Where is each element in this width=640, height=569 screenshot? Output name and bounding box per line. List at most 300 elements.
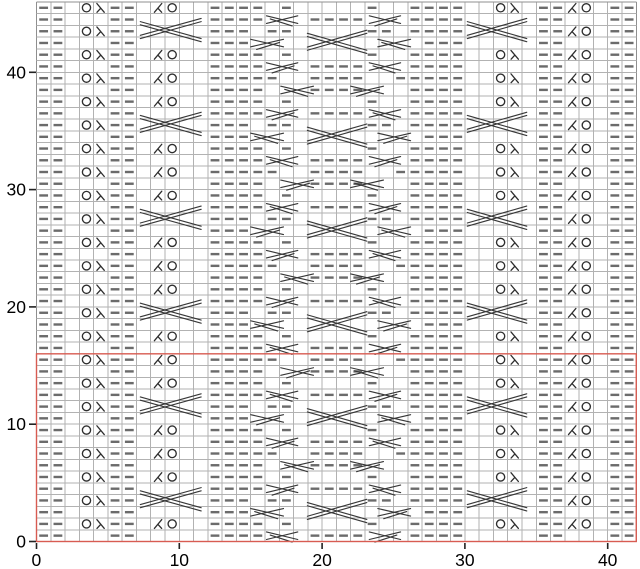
- purl-dash-icon: [211, 312, 220, 314]
- wide-cable-cross-left-icon: [307, 499, 366, 522]
- yarnover-icon: [82, 191, 90, 199]
- ssk-decrease-icon: [97, 3, 104, 12]
- purl-dash-icon: [111, 30, 120, 32]
- purl-dash-icon: [625, 265, 634, 267]
- purl-dash-icon: [439, 265, 448, 267]
- yarnover-icon: [168, 4, 176, 12]
- k2tog-decrease-icon: [569, 50, 576, 59]
- purl-dash-icon: [253, 65, 262, 67]
- side-cable-cross-left-icon: [467, 18, 526, 41]
- right-twist-cross-icon: [281, 180, 314, 190]
- purl-dash-icon: [368, 476, 377, 478]
- purl-dash-icon: [211, 7, 220, 9]
- purl-dash-icon: [225, 488, 234, 490]
- purl-dash-icon: [239, 136, 248, 138]
- purl-dash-icon: [425, 300, 434, 302]
- yarnover-icon: [497, 473, 505, 481]
- purl-dash-icon: [411, 288, 420, 290]
- purl-dash-icon: [539, 499, 548, 501]
- purl-dash-icon: [39, 77, 48, 79]
- purl-dash-icon: [610, 241, 619, 243]
- purl-dash-icon: [353, 253, 362, 255]
- purl-dash-icon: [125, 229, 134, 231]
- purl-dash-icon: [311, 159, 320, 161]
- purl-dash-icon: [268, 312, 277, 314]
- purl-dash-icon: [339, 370, 348, 372]
- purl-dash-icon: [339, 253, 348, 255]
- purl-dash-icon: [453, 370, 462, 372]
- right-twist-cross-icon: [351, 462, 384, 472]
- purl-dash-icon: [239, 253, 248, 255]
- purl-dash-icon: [39, 358, 48, 360]
- purl-dash-icon: [239, 30, 248, 32]
- purl-dash-icon: [111, 523, 120, 525]
- purl-dash-icon: [125, 159, 134, 161]
- purl-dash-icon: [211, 218, 220, 220]
- purl-dash-icon: [553, 347, 562, 349]
- purl-dash-icon: [253, 429, 262, 431]
- wide-cable-cross-right-icon: [307, 218, 366, 241]
- purl-dash-icon: [268, 218, 277, 220]
- purl-dash-icon: [539, 288, 548, 290]
- purl-dash-icon: [539, 136, 548, 138]
- purl-dash-icon: [111, 147, 120, 149]
- purl-dash-icon: [453, 77, 462, 79]
- purl-dash-icon: [553, 358, 562, 360]
- purl-dash-icon: [368, 382, 377, 384]
- purl-dash-icon: [539, 194, 548, 196]
- purl-dash-icon: [411, 358, 420, 360]
- purl-dash-icon: [54, 288, 63, 290]
- purl-dash-icon: [453, 194, 462, 196]
- purl-dash-icon: [253, 265, 262, 267]
- purl-dash-icon: [54, 417, 63, 419]
- purl-dash-icon: [411, 347, 420, 349]
- purl-dash-icon: [453, 65, 462, 67]
- purl-dash-icon: [453, 159, 462, 161]
- purl-dash-icon: [211, 488, 220, 490]
- purl-dash-icon: [411, 218, 420, 220]
- k2tog-decrease-icon: [569, 402, 576, 411]
- purl-dash-icon: [411, 65, 420, 67]
- yarnover-icon: [582, 215, 590, 223]
- purl-dash-icon: [111, 276, 120, 278]
- purl-dash-icon: [125, 18, 134, 20]
- purl-dash-icon: [439, 194, 448, 196]
- purl-dash-icon: [225, 7, 234, 9]
- purl-dash-icon: [125, 30, 134, 32]
- purl-dash-icon: [111, 206, 120, 208]
- purl-dash-icon: [253, 335, 262, 337]
- purl-dash-icon: [268, 124, 277, 126]
- purl-dash-icon: [125, 394, 134, 396]
- left-twist-cross-icon: [251, 321, 284, 331]
- purl-dash-icon: [311, 394, 320, 396]
- purl-dash-icon: [439, 476, 448, 478]
- yarnover-icon: [497, 520, 505, 528]
- right-twist-cross-icon: [378, 321, 411, 331]
- purl-dash-icon: [553, 124, 562, 126]
- purl-dash-icon: [353, 394, 362, 396]
- purl-dash-icon: [610, 171, 619, 173]
- wide-cable-cross-left-icon: [307, 124, 366, 147]
- purl-dash-icon: [553, 54, 562, 56]
- purl-dash-icon: [553, 159, 562, 161]
- purl-dash-icon: [411, 312, 420, 314]
- purl-dash-icon: [553, 30, 562, 32]
- yarnover-icon: [582, 74, 590, 82]
- yarnover-icon: [582, 285, 590, 293]
- purl-dash-icon: [625, 7, 634, 9]
- purl-dash-icon: [125, 54, 134, 56]
- purl-dash-icon: [239, 218, 248, 220]
- purl-dash-icon: [353, 206, 362, 208]
- purl-dash-icon: [453, 171, 462, 173]
- purl-dash-icon: [425, 100, 434, 102]
- purl-dash-icon: [239, 7, 248, 9]
- purl-dash-icon: [325, 183, 334, 185]
- purl-dash-icon: [539, 206, 548, 208]
- left-twist-cross-icon: [369, 110, 400, 120]
- purl-dash-icon: [225, 241, 234, 243]
- purl-dash-icon: [425, 394, 434, 396]
- purl-dash-icon: [425, 124, 434, 126]
- purl-dash-icon: [339, 183, 348, 185]
- side-cable-cross-right-icon: [140, 394, 201, 417]
- purl-dash-icon: [211, 241, 220, 243]
- purl-dash-icon: [353, 171, 362, 173]
- k2tog-decrease-icon: [569, 379, 576, 388]
- purl-dash-icon: [339, 358, 348, 360]
- purl-dash-icon: [610, 183, 619, 185]
- purl-dash-icon: [425, 18, 434, 20]
- k2tog-decrease-icon: [154, 379, 161, 388]
- purl-dash-icon: [625, 382, 634, 384]
- purl-dash-icon: [553, 534, 562, 536]
- purl-dash-icon: [539, 54, 548, 56]
- purl-dash-icon: [225, 65, 234, 67]
- yarnover-icon: [82, 98, 90, 106]
- purl-dash-icon: [111, 124, 120, 126]
- purl-dash-icon: [125, 100, 134, 102]
- k2tog-decrease-icon: [154, 144, 161, 153]
- purl-dash-icon: [610, 382, 619, 384]
- ssk-decrease-icon: [511, 449, 518, 458]
- purl-dash-icon: [282, 312, 291, 314]
- purl-dash-icon: [539, 7, 548, 9]
- purl-dash-icon: [253, 288, 262, 290]
- purl-dash-icon: [125, 476, 134, 478]
- purl-dash-icon: [239, 523, 248, 525]
- purl-dash-icon: [211, 464, 220, 466]
- purl-dash-icon: [625, 370, 634, 372]
- purl-dash-icon: [39, 347, 48, 349]
- purl-dash-icon: [610, 7, 619, 9]
- purl-dash-icon: [625, 159, 634, 161]
- yarnover-icon: [582, 191, 590, 199]
- purl-dash-icon: [239, 464, 248, 466]
- yarnover-icon: [582, 473, 590, 481]
- k2tog-decrease-icon: [569, 496, 576, 505]
- purl-dash-icon: [610, 394, 619, 396]
- purl-dash-icon: [225, 265, 234, 267]
- ssk-decrease-icon: [97, 426, 104, 435]
- purl-dash-icon: [539, 488, 548, 490]
- k2tog-decrease-icon: [154, 332, 161, 341]
- purl-dash-icon: [125, 417, 134, 419]
- purl-dash-icon: [239, 488, 248, 490]
- purl-dash-icon: [111, 358, 120, 360]
- purl-dash-icon: [439, 42, 448, 44]
- purl-dash-icon: [610, 218, 619, 220]
- purl-dash-icon: [411, 54, 420, 56]
- purl-dash-icon: [625, 300, 634, 302]
- yarnover-icon: [82, 426, 90, 434]
- purl-dash-icon: [539, 511, 548, 513]
- purl-dash-icon: [453, 54, 462, 56]
- purl-dash-icon: [125, 464, 134, 466]
- purl-dash-icon: [553, 417, 562, 419]
- purl-dash-icon: [453, 183, 462, 185]
- yarnover-icon: [582, 27, 590, 35]
- purl-dash-icon: [211, 206, 220, 208]
- purl-dash-icon: [439, 394, 448, 396]
- side-cable-cross-left-icon: [140, 488, 201, 511]
- purl-dash-icon: [39, 241, 48, 243]
- purl-dash-icon: [125, 405, 134, 407]
- yarnover-icon: [582, 238, 590, 246]
- purl-dash-icon: [411, 18, 420, 20]
- purl-dash-icon: [54, 229, 63, 231]
- purl-dash-icon: [225, 394, 234, 396]
- purl-dash-icon: [439, 171, 448, 173]
- purl-dash-icon: [539, 159, 548, 161]
- yarnover-icon: [497, 168, 505, 176]
- purl-dash-icon: [453, 206, 462, 208]
- purl-dash-icon: [39, 276, 48, 278]
- purl-dash-icon: [253, 253, 262, 255]
- purl-dash-icon: [54, 54, 63, 56]
- left-twist-cross-icon: [281, 86, 314, 96]
- purl-dash-icon: [425, 476, 434, 478]
- purl-dash-icon: [239, 265, 248, 267]
- purl-dash-icon: [282, 100, 291, 102]
- purl-dash-icon: [368, 288, 377, 290]
- purl-dash-icon: [425, 417, 434, 419]
- purl-dash-icon: [453, 405, 462, 407]
- purl-dash-icon: [282, 7, 291, 9]
- purl-dash-icon: [539, 147, 548, 149]
- purl-dash-icon: [625, 464, 634, 466]
- purl-dash-icon: [225, 288, 234, 290]
- purl-dash-icon: [553, 476, 562, 478]
- purl-dash-icon: [610, 147, 619, 149]
- purl-dash-icon: [610, 358, 619, 360]
- purl-dash-icon: [239, 323, 248, 325]
- purl-dash-icon: [211, 100, 220, 102]
- ssk-decrease-icon: [97, 308, 104, 317]
- purl-dash-icon: [325, 253, 334, 255]
- right-twist-cross-icon: [251, 227, 284, 237]
- purl-dash-icon: [539, 276, 548, 278]
- yarnover-icon: [168, 285, 176, 293]
- purl-dash-icon: [625, 488, 634, 490]
- purl-dash-icon: [453, 382, 462, 384]
- purl-dash-icon: [253, 300, 262, 302]
- purl-dash-icon: [211, 499, 220, 501]
- purl-dash-icon: [553, 65, 562, 67]
- purl-dash-icon: [425, 488, 434, 490]
- purl-dash-icon: [239, 241, 248, 243]
- purl-dash-icon: [325, 452, 334, 454]
- purl-dash-icon: [125, 218, 134, 220]
- purl-dash-icon: [125, 323, 134, 325]
- ssk-decrease-icon: [511, 473, 518, 482]
- purl-dash-icon: [211, 112, 220, 114]
- yarnover-icon: [168, 473, 176, 481]
- left-twist-cross-icon: [251, 133, 284, 143]
- purl-dash-icon: [211, 194, 220, 196]
- x-axis-label: 40: [597, 550, 618, 569]
- purl-dash-icon: [353, 452, 362, 454]
- purl-dash-icon: [425, 206, 434, 208]
- purl-dash-icon: [425, 347, 434, 349]
- purl-dash-icon: [625, 358, 634, 360]
- purl-dash-icon: [39, 265, 48, 267]
- yarnover-icon: [497, 262, 505, 270]
- purl-dash-icon: [453, 7, 462, 9]
- purl-dash-icon: [425, 253, 434, 255]
- yarnover-icon: [82, 215, 90, 223]
- purl-dash-icon: [225, 54, 234, 56]
- yarnover-icon: [497, 356, 505, 364]
- purl-dash-icon: [339, 18, 348, 20]
- purl-dash-icon: [211, 54, 220, 56]
- purl-dash-icon: [411, 241, 420, 243]
- purl-dash-icon: [282, 523, 291, 525]
- purl-dash-icon: [339, 441, 348, 443]
- purl-dash-icon: [39, 429, 48, 431]
- purl-dash-icon: [211, 441, 220, 443]
- purl-dash-icon: [211, 42, 220, 44]
- purl-dash-icon: [439, 147, 448, 149]
- purl-dash-icon: [225, 253, 234, 255]
- yarnover-icon: [168, 332, 176, 340]
- purl-dash-icon: [211, 382, 220, 384]
- purl-dash-icon: [39, 30, 48, 32]
- side-cable-cross-left-icon: [467, 206, 526, 229]
- k2tog-decrease-icon: [154, 426, 161, 435]
- purl-dash-icon: [453, 265, 462, 267]
- side-cable-cross-left-icon: [140, 112, 201, 135]
- purl-dash-icon: [610, 100, 619, 102]
- k2tog-decrease-icon: [154, 168, 161, 177]
- k2tog-decrease-icon: [569, 97, 576, 106]
- purl-dash-icon: [325, 347, 334, 349]
- purl-dash-icon: [54, 171, 63, 173]
- purl-dash-icon: [125, 534, 134, 536]
- purl-dash-icon: [225, 335, 234, 337]
- purl-dash-icon: [225, 429, 234, 431]
- purl-dash-icon: [211, 523, 220, 525]
- purl-dash-icon: [39, 499, 48, 501]
- purl-dash-icon: [325, 89, 334, 91]
- purl-dash-icon: [125, 382, 134, 384]
- purl-dash-icon: [411, 534, 420, 536]
- purl-dash-icon: [439, 511, 448, 513]
- purl-dash-icon: [425, 323, 434, 325]
- purl-dash-icon: [54, 382, 63, 384]
- purl-dash-icon: [411, 7, 420, 9]
- purl-dash-icon: [539, 229, 548, 231]
- k2tog-decrease-icon: [154, 355, 161, 364]
- purl-dash-icon: [625, 30, 634, 32]
- purl-dash-icon: [239, 42, 248, 44]
- purl-dash-icon: [125, 253, 134, 255]
- purl-dash-icon: [111, 441, 120, 443]
- ssk-decrease-icon: [511, 191, 518, 200]
- purl-dash-icon: [610, 452, 619, 454]
- purl-dash-icon: [239, 382, 248, 384]
- purl-dash-icon: [439, 241, 448, 243]
- purl-dash-icon: [239, 452, 248, 454]
- purl-dash-icon: [253, 54, 262, 56]
- k2tog-decrease-icon: [569, 473, 576, 482]
- purl-dash-icon: [211, 417, 220, 419]
- purl-dash-icon: [439, 323, 448, 325]
- purl-dash-icon: [125, 77, 134, 79]
- purl-dash-icon: [239, 429, 248, 431]
- yarnover-icon: [497, 449, 505, 457]
- purl-dash-icon: [453, 100, 462, 102]
- purl-dash-icon: [125, 499, 134, 501]
- purl-dash-icon: [39, 523, 48, 525]
- right-twist-cross-icon: [369, 532, 400, 542]
- yarnover-icon: [582, 4, 590, 12]
- purl-dash-icon: [239, 300, 248, 302]
- purl-dash-icon: [625, 183, 634, 185]
- purl-dash-icon: [610, 229, 619, 231]
- purl-dash-icon: [425, 229, 434, 231]
- yarnover-icon: [168, 168, 176, 176]
- ssk-decrease-icon: [97, 191, 104, 200]
- purl-dash-icon: [553, 253, 562, 255]
- purl-dash-icon: [39, 464, 48, 466]
- left-twist-cross-icon: [378, 415, 411, 425]
- purl-dash-icon: [325, 18, 334, 20]
- purl-dash-icon: [610, 523, 619, 525]
- purl-dash-icon: [111, 112, 120, 114]
- purl-dash-icon: [282, 54, 291, 56]
- purl-dash-icon: [225, 523, 234, 525]
- purl-dash-icon: [282, 30, 291, 32]
- purl-dash-icon: [111, 417, 120, 419]
- purl-dash-icon: [311, 183, 320, 185]
- purl-dash-icon: [610, 112, 619, 114]
- purl-dash-icon: [239, 171, 248, 173]
- purl-dash-icon: [125, 147, 134, 149]
- purl-dash-icon: [325, 441, 334, 443]
- purl-dash-icon: [353, 65, 362, 67]
- k2tog-decrease-icon: [569, 191, 576, 200]
- purl-dash-icon: [339, 171, 348, 173]
- y-axis-label: 40: [6, 62, 26, 83]
- purl-dash-icon: [553, 89, 562, 91]
- purl-dash-icon: [353, 347, 362, 349]
- ssk-decrease-icon: [97, 379, 104, 388]
- purl-dash-icon: [54, 100, 63, 102]
- yarnover-icon: [82, 356, 90, 364]
